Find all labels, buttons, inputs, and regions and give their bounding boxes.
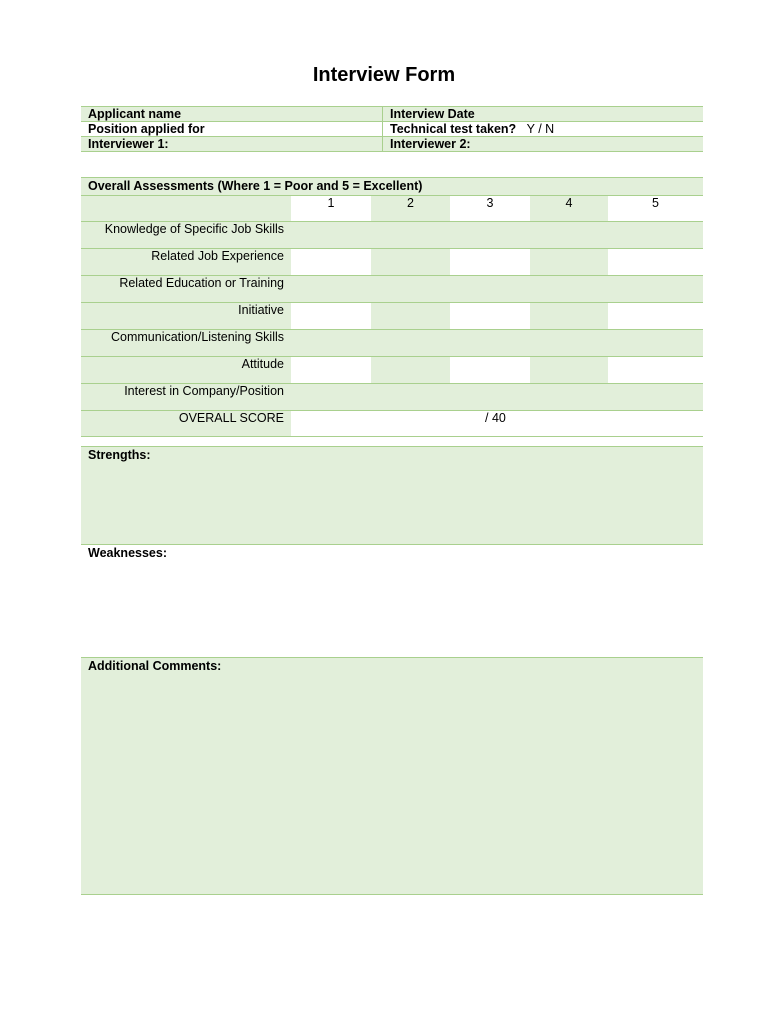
rating-cell[interactable]	[530, 384, 608, 410]
criteria-label: Related Education or Training	[119, 276, 284, 290]
rating-cell[interactable]	[530, 222, 608, 248]
rating-cell[interactable]	[291, 222, 371, 248]
rating-cell[interactable]	[371, 384, 450, 410]
rating-cell[interactable]	[530, 303, 608, 329]
scale-label: 2	[371, 196, 450, 221]
rating-cell[interactable]	[530, 276, 608, 302]
scale-label: 4	[530, 196, 608, 221]
rating-cell[interactable]	[530, 357, 608, 383]
criteria-label: Knowledge of Specific Job Skills	[104, 222, 284, 236]
rating-cell[interactable]	[608, 249, 703, 275]
criteria-label: Related Job Experience	[81, 249, 291, 275]
criteria-row	[81, 222, 703, 249]
rating-cell[interactable]	[608, 384, 703, 410]
rating-cell[interactable]	[608, 330, 703, 356]
rating-cell[interactable]	[371, 249, 450, 275]
technical-test-options[interactable]: Y / N	[526, 122, 555, 136]
criteria-row	[81, 303, 703, 330]
additional-comments-label: Additional Comments:	[88, 659, 222, 673]
position-field[interactable]: Position applied for	[81, 122, 383, 136]
criteria-row	[81, 276, 703, 303]
interview-date-field[interactable]: Interview Date	[390, 107, 475, 121]
overall-score-label: OVERALL SCORE	[81, 411, 291, 436]
rating-cell[interactable]	[530, 330, 608, 356]
rating-cell[interactable]	[450, 222, 530, 248]
technical-test-field[interactable]	[383, 122, 703, 136]
criteria-row	[81, 249, 703, 276]
rating-cell[interactable]	[371, 330, 450, 356]
rating-cell[interactable]	[608, 357, 703, 383]
page-title: Interview Form	[312, 64, 456, 86]
weaknesses-label: Weaknesses:	[88, 546, 167, 560]
rating-cell[interactable]	[371, 222, 450, 248]
rating-cell[interactable]	[291, 276, 371, 302]
strengths-section[interactable]	[81, 446, 703, 545]
overall-score-row	[81, 411, 703, 437]
assessment-heading: Overall Assessments (Where 1 = Poor and 5 = Excellent)	[81, 178, 703, 196]
rating-cell[interactable]	[291, 357, 371, 383]
rating-cell[interactable]	[608, 303, 703, 329]
criteria-label: Attitude	[81, 357, 291, 383]
rating-cell[interactable]	[530, 249, 608, 275]
criteria-label: Initiative	[81, 303, 291, 329]
assessment-table	[81, 177, 703, 437]
rating-cell[interactable]	[371, 276, 450, 302]
criteria-row	[81, 330, 703, 357]
rating-cell[interactable]	[608, 276, 703, 302]
rating-cell[interactable]	[291, 330, 371, 356]
rating-cell[interactable]	[371, 357, 450, 383]
info-row	[81, 107, 703, 122]
criteria-row	[81, 357, 703, 384]
rating-cell[interactable]	[450, 330, 530, 356]
interviewer2-field[interactable]: Interviewer 2:	[390, 137, 471, 151]
rating-cell[interactable]	[450, 249, 530, 275]
rating-cell[interactable]	[450, 276, 530, 302]
criteria-label: Communication/Listening Skills	[111, 330, 284, 344]
rating-cell[interactable]	[450, 384, 530, 410]
rating-cell[interactable]	[291, 303, 371, 329]
scale-header-spacer	[81, 196, 291, 221]
rating-cell[interactable]	[450, 303, 530, 329]
applicant-info-table	[81, 106, 703, 152]
scale-label: 1	[291, 196, 371, 221]
technical-test-label: Technical test taken?	[390, 122, 517, 136]
rating-cell[interactable]	[291, 249, 371, 275]
info-row	[81, 122, 703, 137]
applicant-name-field[interactable]: Applicant name	[81, 107, 383, 121]
overall-score-field[interactable]	[291, 411, 703, 436]
interviewer1-field[interactable]: Interviewer 1:	[81, 137, 383, 151]
weaknesses-section[interactable]	[81, 545, 703, 657]
scale-header-row	[81, 196, 703, 222]
rating-cell[interactable]	[291, 384, 371, 410]
overall-score-value: / 40	[485, 411, 506, 425]
criteria-label: Interest in Company/Position	[124, 384, 284, 398]
criteria-row	[81, 384, 703, 411]
strengths-label: Strengths:	[88, 448, 151, 462]
info-row	[81, 137, 703, 152]
rating-cell[interactable]	[450, 357, 530, 383]
rating-cell[interactable]	[371, 303, 450, 329]
rating-cell[interactable]	[608, 222, 703, 248]
scale-label: 5	[608, 196, 703, 221]
additional-comments-section[interactable]	[81, 657, 703, 895]
scale-label: 3	[450, 196, 530, 221]
